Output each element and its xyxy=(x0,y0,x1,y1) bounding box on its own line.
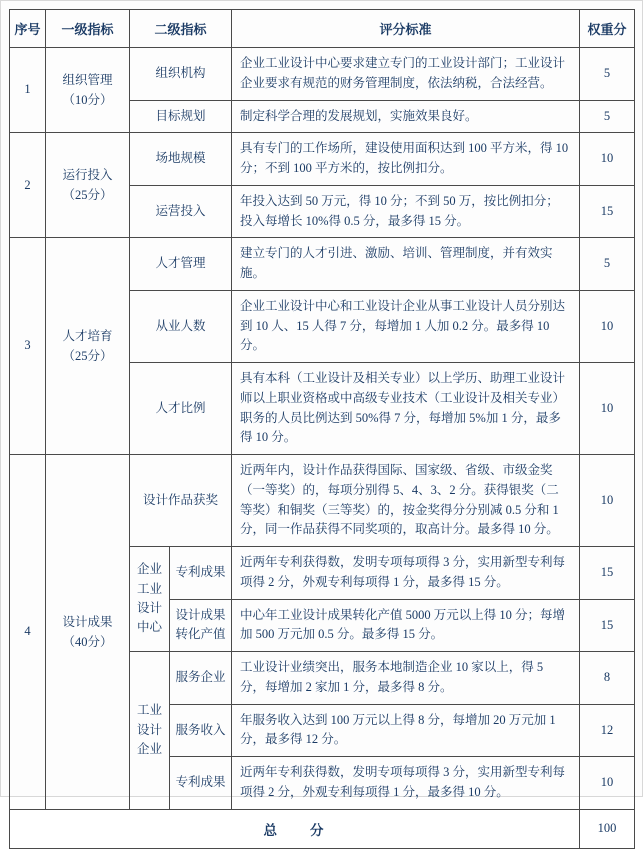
indicator-cell: 服务收入 xyxy=(170,704,232,757)
criteria-cell: 近两年内，设计作品获得国际、国家级、省级、市级金奖（一等奖）的，每项分别得 5、4、3、2 分。获得银奖（二等奖）和铜奖（三等奖）的，按金奖得分分别减 0.5 分和 1 分，同一作品获得不同奖项的，取高计分。最多得 10 分。 xyxy=(232,455,580,547)
weight-cell: 15 xyxy=(580,547,635,600)
criteria-cell: 年服务收入达到 100 万元以上得 8 分，每增加 20 万元加 1 分，最多得 12 分。 xyxy=(232,704,580,757)
weight-cell: 15 xyxy=(580,185,635,238)
criteria-cell: 具有专门的工作场所，建设使用面积达到 100 平方米，得 10 分；不到 100 平方米的，按比例扣分。 xyxy=(232,133,580,186)
level1-score: （40分） xyxy=(62,634,113,649)
level1-score: （10分） xyxy=(62,93,113,108)
indicator-cell: 组织机构 xyxy=(130,48,232,101)
table-row xyxy=(10,48,635,101)
criteria-cell: 具有本科（工业设计及相关专业）以上学历、助理工业设计师以上职业资格或中高级专业技术（工业设计及相关专业）职务的人员比例达到 50%得 7 分，每增加 5%加 1 分，最多得 10 分。 xyxy=(232,363,580,455)
table-total-row xyxy=(10,809,635,848)
indicator-cell: 人才比例 xyxy=(130,363,232,455)
indicator-cell: 设计作品获奖 xyxy=(130,455,232,547)
criteria-cell: 工业设计业绩突出，服务本地制造企业 10 家以上，得 5 分，每增加 2 家加 1 分，最多得 8 分。 xyxy=(232,652,580,705)
level1-score: （25分） xyxy=(62,349,113,364)
weight-cell: 10 xyxy=(580,290,635,362)
total-label: 总 分 xyxy=(10,809,580,848)
group-cell-design-center: 企业工业设计中心 xyxy=(130,547,170,652)
weight-cell: 10 xyxy=(580,133,635,186)
weight-cell: 10 xyxy=(580,363,635,455)
level1-name: 设计成果 xyxy=(62,614,113,629)
indicator-cell: 设计成果转化产值 xyxy=(170,599,232,652)
level1-name: 人才培育 xyxy=(62,329,113,344)
indicator-cell: 目标规划 xyxy=(130,100,232,133)
weight-cell: 15 xyxy=(580,599,635,652)
header-seq: 序号 xyxy=(10,10,46,48)
criteria-cell: 建立专门的人才引进、激励、培训、管理制度，并有效实施。 xyxy=(232,238,580,291)
indicator-cell: 场地规模 xyxy=(130,133,232,186)
level1-score: （25分） xyxy=(62,188,113,203)
criteria-cell: 年投入达到 50 万元，得 10 分；不到 50 万，按比例扣分；投入每增长 10%得 0.5 分，最多得 15 分。 xyxy=(232,185,580,238)
weight-cell: 12 xyxy=(580,704,635,757)
section-1-seq: 1 xyxy=(10,48,46,133)
criteria-cell: 企业工业设计中心和工业设计企业从事工业设计人员分别达到 10 人、15 人得 7 分，每增加 1 人加 0.2 分。最多得 10 分。 xyxy=(232,290,580,362)
level1-name: 组织管理 xyxy=(62,73,113,88)
table-row xyxy=(10,238,635,291)
section-2-seq: 2 xyxy=(10,133,46,238)
criteria-cell: 近两年专利获得数，发明专项每项得 3 分，实用新型专利每项得 2 分，外观专利每项得 1 分，最多得 15 分。 xyxy=(232,547,580,600)
indicator-cell: 专利成果 xyxy=(170,757,232,810)
header-weight: 权重分 xyxy=(580,10,635,48)
section-3-level1 xyxy=(46,238,130,455)
section-3-seq: 3 xyxy=(10,238,46,455)
header-level2: 二级指标 xyxy=(130,10,232,48)
weight-cell: 10 xyxy=(580,455,635,547)
group-cell-design-enterprise: 工业设计企业 xyxy=(130,652,170,810)
indicator-cell: 运营投入 xyxy=(130,185,232,238)
criteria-cell: 企业工业设计中心要求建立专门的工业设计部门；工业设计企业要求有规范的财务管理制度，依法纳税，合法经营。 xyxy=(232,48,580,101)
table-header-row xyxy=(10,10,635,48)
weight-cell: 5 xyxy=(580,238,635,291)
weight-cell: 5 xyxy=(580,100,635,133)
criteria-cell: 近两年专利获得数，发明专项每项得 3 分，实用新型专利每项得 2 分，外观专利每项得 1 分，最多得 10 分。 xyxy=(232,757,580,810)
section-2-level1 xyxy=(46,133,130,238)
scoring-table xyxy=(9,9,635,849)
indicator-cell: 从业人数 xyxy=(130,290,232,362)
weight-cell: 5 xyxy=(580,48,635,101)
total-weight: 100 xyxy=(580,809,635,848)
section-4-seq: 4 xyxy=(10,455,46,810)
criteria-cell: 中心年工业设计成果转化产值 5000 万元以上得 10 分；每增加 500 万元加 0.5 分。最多得 15 分。 xyxy=(232,599,580,652)
indicator-cell: 服务企业 xyxy=(170,652,232,705)
table-row xyxy=(10,133,635,186)
indicator-cell: 专利成果 xyxy=(170,547,232,600)
table-row xyxy=(10,455,635,547)
indicator-cell: 人才管理 xyxy=(130,238,232,291)
section-1-level1 xyxy=(46,48,130,133)
weight-cell: 10 xyxy=(580,757,635,810)
header-criteria: 评分标准 xyxy=(232,10,580,48)
weight-cell: 8 xyxy=(580,652,635,705)
header-level1: 一级指标 xyxy=(46,10,130,48)
section-4-level1 xyxy=(46,455,130,810)
level1-name: 运行投入 xyxy=(62,168,113,183)
criteria-cell: 制定科学合理的发展规划，实施效果良好。 xyxy=(232,100,580,133)
